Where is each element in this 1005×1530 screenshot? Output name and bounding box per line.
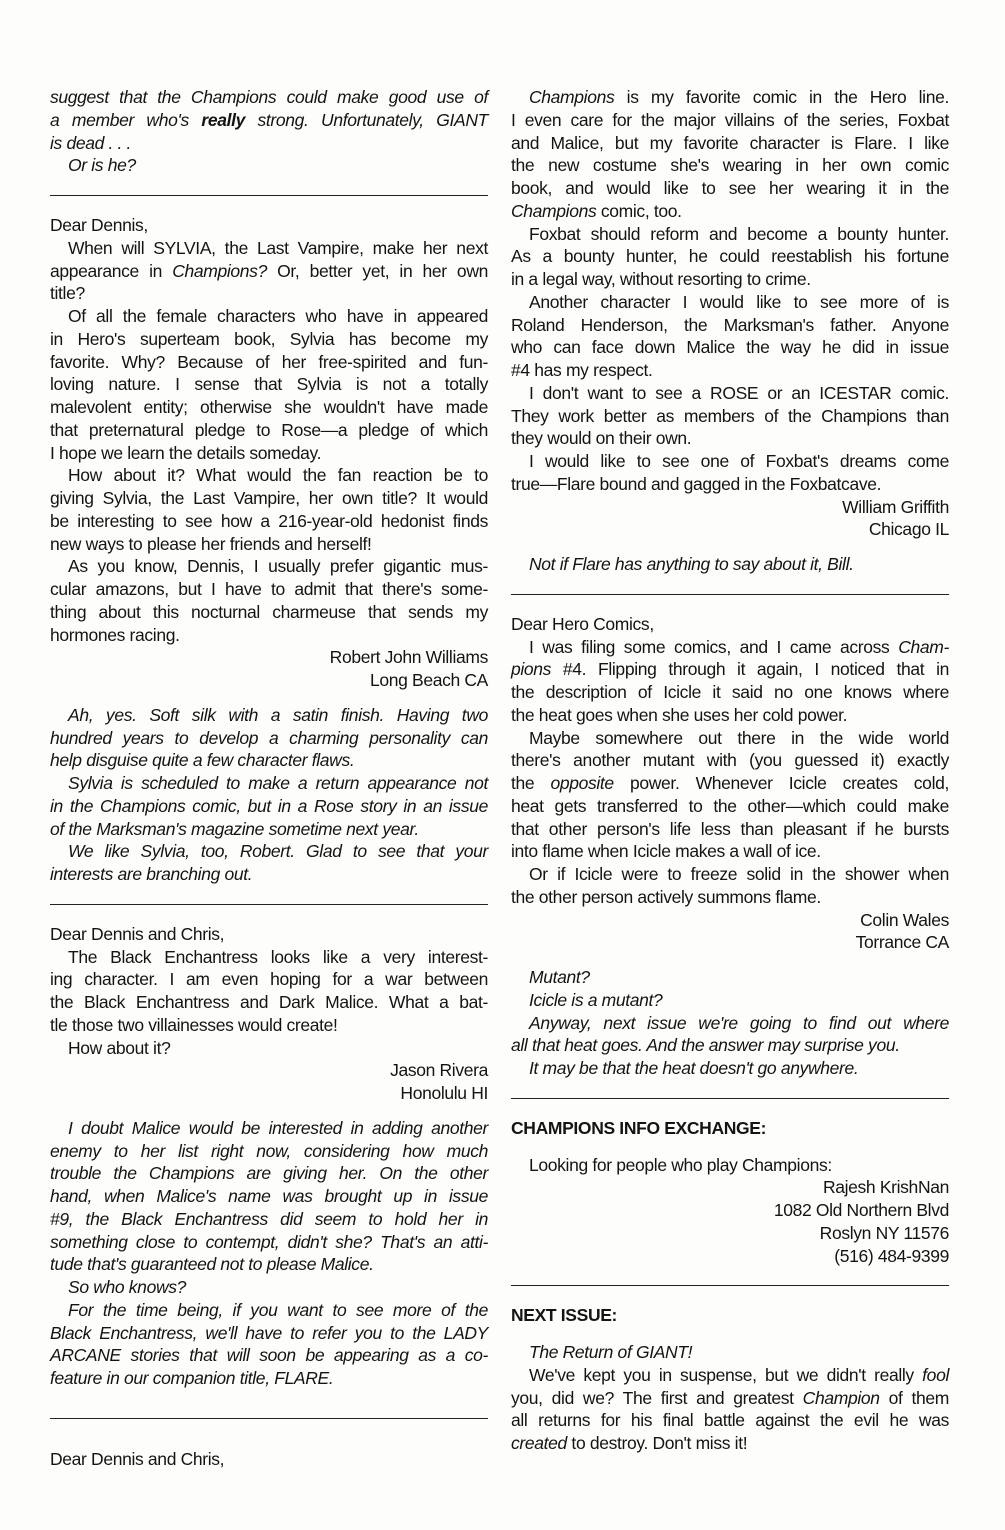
text-line: loving nature. I sense that Sylvia is not a totally <box>50 374 488 395</box>
text-line: the Black Enchantress and Dark Malice. What a bat- <box>50 992 488 1012</box>
text-line: the heat goes when she uses her cold power. <box>511 704 848 725</box>
signature-block <box>50 646 488 692</box>
text-line: How about it? <box>68 1037 171 1058</box>
text-line: Dear Hero Comics, <box>511 613 654 634</box>
text-line: there's another mutant with (you guessed it) exactly <box>511 750 949 771</box>
text-segment: I was filing some comics, and I came across <box>529 636 899 657</box>
text-line: Dear Dennis and Chris, <box>50 1448 225 1469</box>
text-line: We like Sylvia, too, Robert. Glad to see that your <box>68 841 488 862</box>
text-line: Dear Dennis and Chris, <box>50 923 225 944</box>
text-segment: We've kept you in suspense, but we didn't really <box>529 1364 923 1385</box>
text-line: I would like to see one of Foxbat's dreams come <box>529 451 949 471</box>
text-line: malevolent entity; otherwise she wouldn't have made <box>50 397 488 417</box>
bold-text: really <box>201 109 246 130</box>
letter-paragraph <box>50 305 488 464</box>
text-line: William Griffith <box>842 496 949 517</box>
section-heading <box>511 1304 949 1327</box>
text-line: For the time being, if you want to see more of the <box>68 1299 488 1320</box>
text-line: something close to contempt, didn't she? That's an atti- <box>50 1231 488 1252</box>
text-line: in Hero's superteam book, Sylvia has become my <box>50 328 488 349</box>
text-segment: power. Whenever Icicle creates cold, <box>613 773 949 793</box>
text-line: Chicago IL <box>868 519 949 540</box>
editor-reply <box>50 154 488 177</box>
text-line: Jason Rivera <box>390 1060 488 1081</box>
text-line: book, and would like to see her wearing it in the <box>511 178 949 198</box>
letter-paragraph <box>50 464 488 555</box>
text-line: I hope we learn the details someday. <box>50 442 322 463</box>
italic-text: Champions? <box>172 260 267 281</box>
text-line: Anyway, next issue we're going to find out where <box>529 1012 949 1033</box>
letter-paragraph <box>511 382 949 450</box>
signature-block <box>511 909 949 955</box>
text-segment: #4. Flipping through it again, I noticed that in <box>551 659 949 680</box>
text-line: (516) 484-9399 <box>834 1245 949 1266</box>
editor-reply <box>50 840 488 886</box>
letter-salutation <box>511 613 949 636</box>
text-line: Long Beach CA <box>369 670 488 690</box>
signature-block <box>511 1176 949 1267</box>
text-line: Honolulu HI <box>400 1083 488 1103</box>
text-line: As a bounty hunter, he could reestablish his fortune <box>511 246 949 267</box>
text-line: thing about this nocturnal charmeuse that sends my <box>50 601 488 622</box>
text-line: heat gets transferred to the other—which could make <box>511 795 949 816</box>
text-line: favorite. Why? Because of her free-spirited and fun- <box>50 351 488 372</box>
text-line: Another character I would like to see more of is <box>529 291 949 312</box>
text-line: trouble the Champions are giving her. On the other <box>50 1163 488 1184</box>
text-line: enemy to her list right now, considering how much <box>50 1140 488 1161</box>
text-line: Looking for people who play Champions: <box>529 1154 832 1175</box>
text-line: that preternatural pledge to Rose—a pledge of which <box>50 419 488 440</box>
text-line: As you know, Dennis, I usually prefer gigantic mus- <box>68 556 488 577</box>
editor-reply <box>50 1276 488 1299</box>
text-line: 1082 Old Northern Blvd <box>773 1200 949 1220</box>
text-line: that other person's life less than pleasant if he bursts <box>511 818 949 839</box>
text-line: who can face down Malice the way he did in issue <box>511 337 949 358</box>
letter-paragraph <box>511 863 949 909</box>
text-line: in a legal way, without resorting to crime. <box>511 269 811 289</box>
text-line: hundred years to develop a charming personality can <box>50 727 488 748</box>
section-heading <box>511 1117 949 1140</box>
italic-text: opposite <box>550 773 614 793</box>
text-line: and Malice, but my favorite character is Flare. I like <box>511 132 949 153</box>
editor-reply <box>511 966 949 989</box>
letter-paragraph <box>50 1037 488 1060</box>
letter-paragraph <box>511 636 949 727</box>
text-line: Robert John Williams <box>329 647 488 668</box>
text-line: feature in our companion title, FLARE. <box>50 1368 334 1388</box>
text-line: Colin Wales <box>860 909 949 930</box>
italic-text: created <box>511 1433 567 1453</box>
text-line: Torrance CA <box>855 932 949 953</box>
text-segment: comic, too. <box>596 200 682 221</box>
text-line: suggest that the Champions could make good use of <box>50 87 488 107</box>
text-line: is dead . . . <box>50 132 132 153</box>
letter-paragraph <box>511 450 949 496</box>
text-line: The Return of GIANT! <box>529 1342 693 1362</box>
text-line: new ways to please her friends and herself! <box>50 533 372 554</box>
text-line: The Black Enchantress looks like a very interest- <box>68 946 488 967</box>
text-line <box>511 772 949 795</box>
text-line: tle those two villainesses would create! <box>50 1014 338 1035</box>
text-line: true—Flare bound and gagged in the Foxbatcave. <box>511 473 882 494</box>
text-line: Black Enchantress, we'll have to refer you to the LADY <box>50 1322 488 1343</box>
text-line: tude that's guaranteed not to please Malice. <box>50 1254 374 1275</box>
letter-salutation <box>50 214 488 237</box>
editor-reply <box>511 1057 949 1080</box>
italic-text: fool <box>922 1364 949 1385</box>
section-divider <box>511 1267 949 1304</box>
editor-reply <box>50 772 488 840</box>
text-line: How about it? What would the fan reaction be to <box>68 465 488 486</box>
text-line: ing character. I am even hoping for a war between <box>50 969 488 990</box>
italic-text: Champion <box>802 1387 880 1408</box>
text-line: of the Marksman's magazine sometime next year. <box>50 818 419 839</box>
text-line: cular amazons, but I have to admit that there's some- <box>50 579 488 599</box>
text-segment: appearance in <box>50 260 173 281</box>
text-line: hand, when Malice's name was brought up in issue <box>50 1186 488 1206</box>
left-column <box>50 86 488 1471</box>
text-segment: strong. Unfortunately, GIANT <box>245 109 488 130</box>
editor-reply <box>50 86 488 154</box>
text-line <box>511 1432 949 1455</box>
text-line: in the Champions comic, but in a Rose story in an issue <box>50 795 488 816</box>
editor-reply <box>50 1117 488 1276</box>
letter-paragraph <box>511 223 949 291</box>
text-line: help disguise quite a few character flaws. <box>50 750 355 771</box>
text-line: Icicle is a mutant? <box>529 989 663 1010</box>
text-line: they would on their own. <box>511 428 692 449</box>
text-line: I doubt Malice would be interested in adding another <box>68 1117 488 1138</box>
text-line: be interesting to see how a 216-year-old hedonist finds <box>50 510 488 531</box>
signature-block <box>511 496 949 542</box>
section-divider <box>50 177 488 214</box>
text-segment: a member who's <box>50 109 202 130</box>
text-line: They work better as members of the Champions than <box>511 405 949 426</box>
text-line: hormones racing. <box>50 624 180 645</box>
text-line: Rajesh KrishNan <box>822 1177 949 1198</box>
text-line: Of all the female characters who have in appeared <box>68 306 488 326</box>
text-line: CHAMPIONS INFO EXCHANGE: <box>511 1117 767 1138</box>
text-line: Not if Flare has anything to say about it, Bill. <box>529 554 854 574</box>
text-segment: you, did we? The first and greatest <box>511 1387 803 1408</box>
text-line: When will SYLVIA, the Last Vampire, make her next <box>68 237 488 258</box>
text-line: NEXT ISSUE: <box>511 1305 618 1326</box>
text-line: I even care for the major villains of the series, Foxbat <box>511 109 949 130</box>
letter-salutation <box>50 1448 488 1471</box>
text-line <box>511 658 949 681</box>
editor-reply <box>511 553 949 576</box>
letter-paragraph <box>511 1154 949 1177</box>
text-segment: of them <box>879 1387 949 1408</box>
text-line <box>50 260 488 283</box>
letter-paragraph <box>50 237 488 305</box>
text-line: Or if Icicle were to freeze solid in the shower when <box>529 864 949 884</box>
text-line: #4 has my respect. <box>511 360 653 380</box>
text-line: title? <box>50 283 85 304</box>
text-line <box>511 1364 949 1387</box>
italic-text: pions <box>511 659 552 680</box>
text-segment: Or, better yet, in her own <box>266 260 488 281</box>
italic-text: Cham- <box>898 636 949 657</box>
section-divider <box>511 1080 949 1117</box>
letter-paragraph <box>511 1364 949 1455</box>
text-line <box>511 636 949 659</box>
text-line: Dear Dennis, <box>50 215 148 235</box>
text-line: all returns for his final battle against the evil he was <box>511 1410 949 1431</box>
letter-paragraph <box>50 946 488 1037</box>
signature-block <box>50 1059 488 1105</box>
text-line: giving Sylvia, the Last Vampire, her own title? It would <box>50 488 488 508</box>
text-line: Roland Henderson, the Marksman's father. Anyone <box>511 314 949 335</box>
editor-reply <box>50 1299 488 1390</box>
text-line: Maybe somewhere out there in the wide world <box>529 727 949 748</box>
editor-reply <box>511 989 949 1012</box>
text-line: So who knows? <box>68 1277 187 1297</box>
text-line: the new costume she's wearing in her own comic <box>511 155 949 176</box>
italic-text: Champions <box>529 87 615 107</box>
text-line: the other person actively summons flame. <box>511 886 821 907</box>
text-line: interests are branching out. <box>50 864 253 884</box>
text-line: Foxbat should reform and become a bounty hunter. <box>529 223 949 244</box>
letter-paragraph <box>511 86 949 223</box>
text-line: ARCANE stories that will soon be appearing as a co- <box>50 1345 488 1366</box>
text-line: #9, the Black Enchantress did seem to hold her in <box>50 1208 488 1229</box>
text-line: Roslyn NY 11576 <box>819 1222 949 1243</box>
section-divider <box>511 576 949 613</box>
text-line <box>511 86 949 109</box>
editor-reply <box>511 1341 949 1364</box>
text-line: I don't want to see a ROSE or an ICESTAR comic. <box>529 382 949 403</box>
section-divider <box>50 1390 488 1448</box>
text-line: all that heat goes. And the answer may surprise you. <box>511 1035 900 1056</box>
letter-paragraph <box>511 727 949 864</box>
text-segment: is my favorite comic in the Hero line. <box>614 87 949 107</box>
editor-reply <box>511 1012 949 1058</box>
text-line <box>511 1387 949 1410</box>
letter-paragraph <box>50 555 488 646</box>
letter-salutation <box>50 923 488 946</box>
text-line: Or is he? <box>68 155 136 176</box>
text-segment: to destroy. Don't miss it! <box>566 1433 748 1453</box>
text-line: Sylvia is scheduled to make a return appearance not <box>68 773 488 793</box>
text-line <box>511 200 949 223</box>
text-segment: the <box>511 773 551 793</box>
right-column <box>511 86 949 1455</box>
text-line: It may be that the heat doesn't go anywhere. <box>529 1058 859 1078</box>
editor-reply <box>50 704 488 772</box>
text-line: into flame when Icicle makes a wall of ice. <box>511 841 821 862</box>
text-line: the description of Icicle it said no one knows where <box>511 682 949 702</box>
text-line: Mutant? <box>529 967 590 987</box>
section-divider <box>50 886 488 923</box>
letter-paragraph <box>511 291 949 382</box>
text-line: Ah, yes. Soft silk with a satin finish. Having two <box>68 704 488 725</box>
text-line <box>50 109 488 132</box>
italic-text: Champions <box>511 200 597 221</box>
